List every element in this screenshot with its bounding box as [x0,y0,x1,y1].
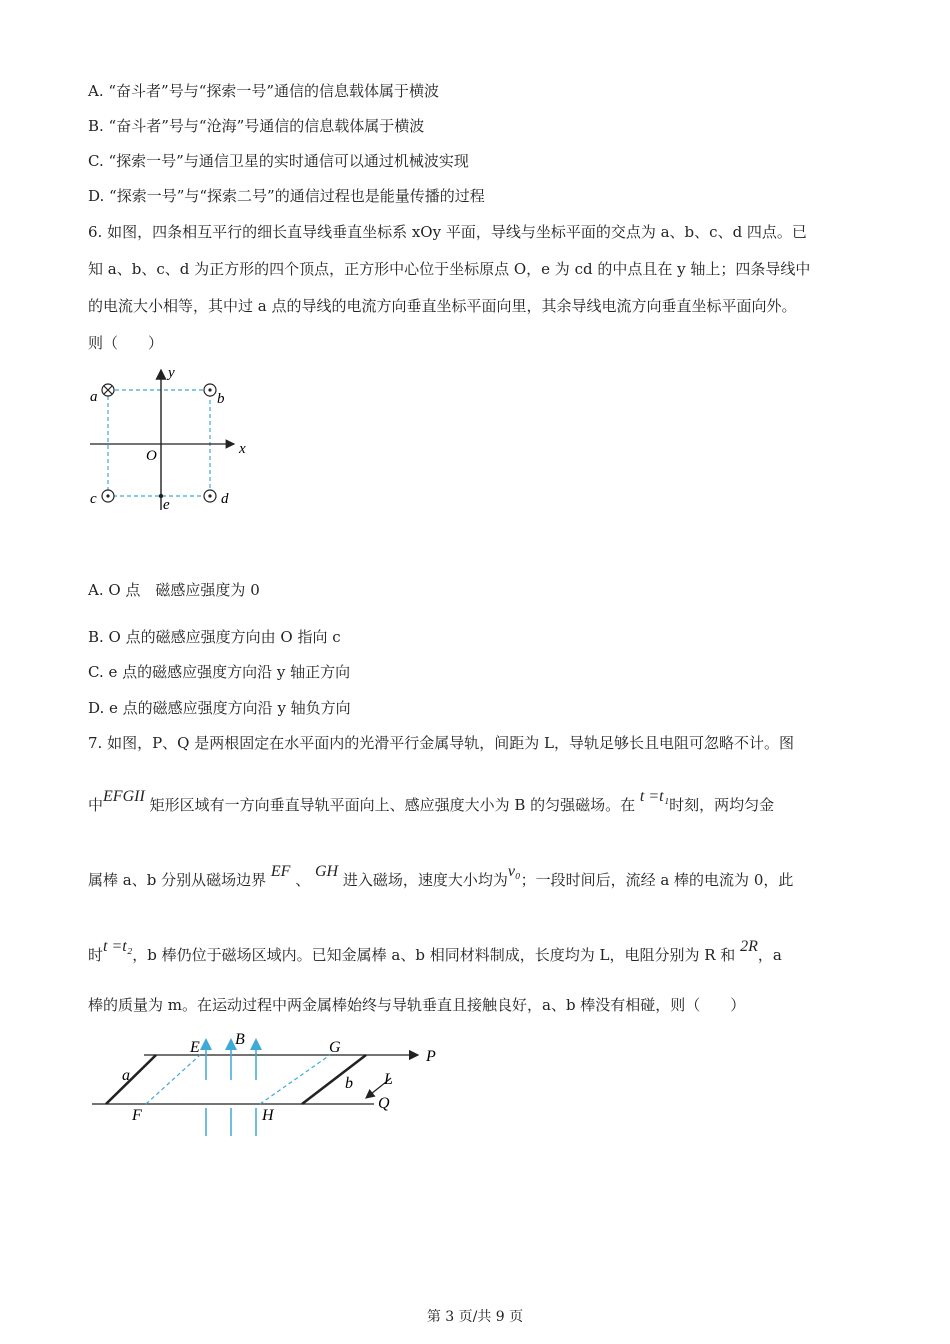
q7-label-E: E [190,1039,200,1056]
q6-label-y: y [168,365,175,381]
q6-stem-line3: 的电流大小相等，其中过 a 点的导线的电流方向垂直坐标平面向里，其余导线电流方向垂直坐标平面向外。 [88,297,797,315]
q6-square [108,390,210,496]
q5-option-c: C. “探索一号”与通信卫星的实时通信可以通过机械波实现 [88,152,469,170]
q5-option-d: D. “探索一号”与“探索二号”的通信过程也是能量传播的过程 [88,187,485,205]
q5-option-b: B. “奋斗者”号与“沧海”号通信的信息载体属于横波 [88,117,425,135]
q7-math-EF: EF [270,863,291,880]
q7-line4-post: ，a [757,946,782,964]
q6-option-d: D. e 点的磁感应强度方向沿 y 轴负方向 [88,699,351,717]
q7-label-b: b [345,1075,353,1092]
q7-math-2R: 2R [740,938,758,955]
q7-line3-post: ；一段时间后，流经 a 棒的电流为 0，此 [520,871,794,889]
q7-math-t2: t =t₂ [103,938,133,955]
q6-wire-b-dot-icon [204,384,216,396]
q6-stem-line4: 则（ ） [88,334,164,352]
page-footer: 第 3 页/共 9 页 [426,1309,524,1325]
q7-rod-a [106,1055,156,1104]
q6-option-c: C. e 点的磁感应强度方向沿 y 轴正方向 [88,663,351,681]
q7-line2-pre: 中 [88,796,104,814]
q6-wire-c-dot-icon [102,490,114,502]
q7-label-G: G [329,1039,341,1056]
q6-label-x: x [239,441,246,457]
q6-label-c: c [90,491,97,507]
q7-line1: 7. 如图，P、Q 是两根固定在水平面内的光滑平行金属导轨，间距为 L，导轨足够长且电阻可忽略不计。图 [88,734,794,752]
q7-math-v0: v₀ [507,863,521,880]
q7-figure [88,1028,448,1140]
q7-label-B: B [235,1031,245,1048]
q6-wire-a-cross-icon [102,384,114,396]
q6-label-d: d [221,491,229,507]
q7-math-GH: GH [315,863,339,880]
q6-figure [84,362,254,517]
q7-line2-post: 时刻，两均匀金 [669,796,775,814]
q7-line2 [88,788,775,816]
q7-label-F: F [132,1107,142,1124]
q6-stem-line2: 知 a、b、c、d 为正方形的四个顶点，正方形中心位于坐标原点 O，e 为 cd 的中点且在 y 轴上；四条导线中 [88,260,811,278]
q7-line4-pre: 时 [88,946,104,964]
q7-line2-mid: 矩形区域有一方向垂直导轨平面向上、感应强度大小为 B 的匀强磁场。在 [149,796,636,814]
q7-line3 [88,863,794,891]
q7-label-L: L [384,1071,393,1088]
q7-line3-pre: 属棒 a、b 分别从磁场边界 [88,871,267,889]
q6-option-a: A. O 点 磁感应强度为 0 [88,581,260,599]
q7-math-EFGII: EFGII [103,788,145,805]
q6-label-b: b [217,391,225,407]
q6-label-O: O [146,448,157,464]
q7-label-a: a [122,1067,130,1084]
q6-option-b: B. O 点的磁感应强度方向由 O 指向 c [88,628,341,646]
q7-boundary-GH [260,1055,330,1104]
q7-rod-b [302,1055,366,1104]
q7-label-H: H [262,1107,274,1124]
q7-line4-mid: ，b 棒仍位于磁场区域内。已知金属棒 a、b 相同材料制成，长度均为 L，电阻分别为 R 和 [132,946,736,964]
q7-label-P: P [426,1048,436,1065]
q6-label-e: e [163,497,170,513]
q6-label-a: a [90,389,98,405]
q7-boundary-EF [146,1055,200,1104]
q7-label-Q: Q [378,1095,390,1112]
q7-line5: 棒的质量为 m。在运动过程中两金属棒始终与导轨垂直且接触良好，a、b 棒没有相碰，则（ ） [88,996,746,1014]
q7-line4 [88,938,782,966]
q6-wire-d-dot-icon [204,490,216,502]
q5-option-a: A. “奋斗者”号与“探索一号”通信的信息载体属于横波 [88,82,440,100]
q7-math-t1: t =t₁ [639,788,670,805]
q6-stem-line1: 6. 如图，四条相互平行的细长直导线垂直坐标系 xOy 平面，导线与坐标平面的交点为 a、b、c、d 四点。已 [88,223,807,241]
q7-line3-mid: 进入磁场，速度大小均为 [342,871,508,889]
q7-line3-sep: 、 [295,871,311,889]
